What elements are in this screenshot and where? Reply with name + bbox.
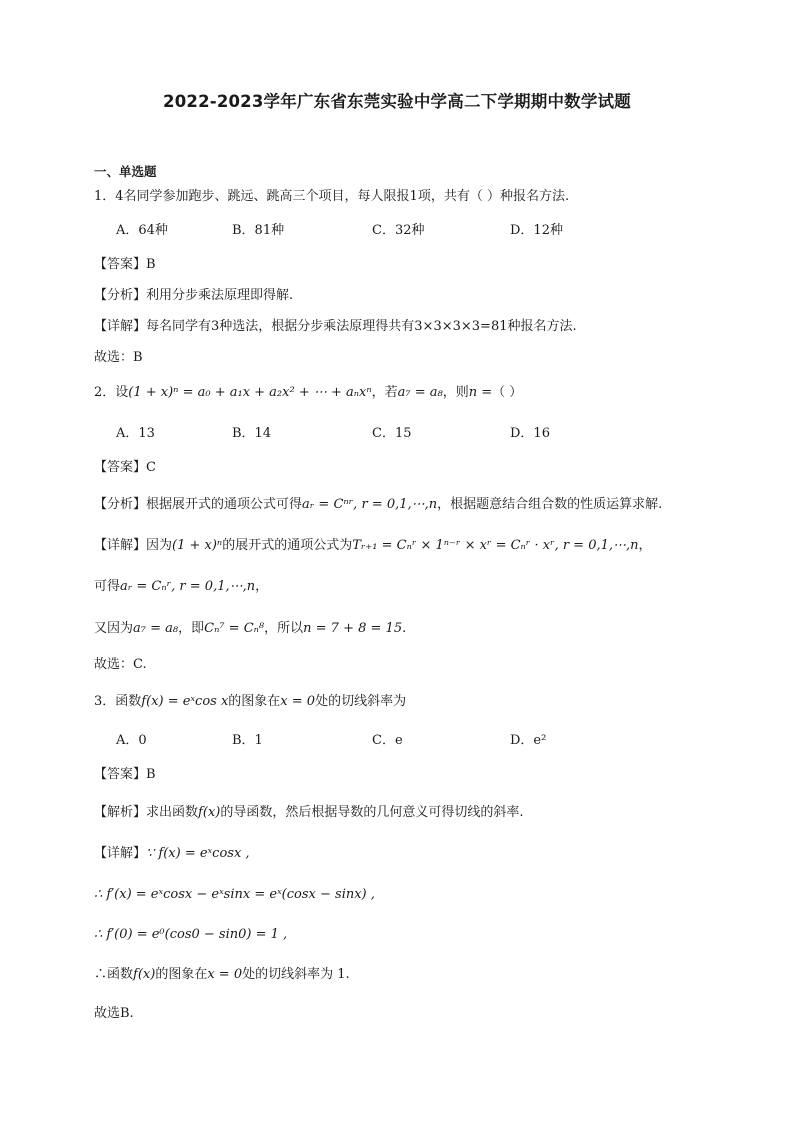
q2-answer-value: C: [146, 460, 156, 475]
q3-stem-post: 处的切线斜率为: [315, 694, 407, 709]
q2-cond-text: ，若: [371, 385, 398, 400]
q3-option-c: C．e: [372, 733, 403, 748]
q3-step-1: [94, 886, 375, 904]
q3-detail: [94, 845, 250, 863]
q2-detail: [94, 537, 652, 555]
q3-step-2: [94, 926, 287, 944]
q3-final-mid: 的图象在: [155, 967, 208, 982]
q2-conclusion: 故选：C.: [94, 657, 147, 672]
q2-line3-formula-2: Cₙ⁷ = Cₙ⁸: [204, 621, 265, 636]
q1-conclusion: 故选：B: [94, 350, 143, 365]
q3-x-formula: x = 0: [280, 694, 316, 709]
q2-line3-mid-2: ，所以: [264, 621, 304, 636]
q2-option-c: C．15: [372, 426, 412, 441]
q2-line2-formula: aᵣ = Cₙʳ, r = 0,1,⋯,n: [120, 579, 256, 594]
section-heading: 一、单选题: [94, 164, 157, 179]
answer-label: 【答案】: [94, 767, 147, 782]
q2-blank: （ ）: [492, 385, 523, 400]
q3-derivative-formula: ∴ f′(x) = eˣcosx − eˣsinx = eˣ(cosx − sinx) ,: [94, 887, 375, 902]
q2-line3-mid-1: ，即: [178, 621, 205, 636]
q2-analysis-pre: 根据展开式的通项公式可得: [146, 497, 303, 512]
q3-answer: [94, 766, 156, 784]
answer-label: 【答案】: [94, 257, 147, 272]
q3-stem-pre: 3．函数: [94, 694, 142, 709]
q3-analysis-formula: f(x): [198, 805, 221, 820]
q1-answer-value: B: [146, 257, 156, 272]
page-title: 2022-2023学年广东省东莞实验中学高二下学期期中数学试题: [163, 92, 631, 111]
q2-number: 2．设: [94, 385, 129, 400]
detail-label: 【详解】: [94, 538, 147, 553]
q1-option-a: A．64种: [116, 223, 168, 238]
q3-stem: [94, 693, 406, 711]
analysis-label: 【分析】: [94, 288, 147, 303]
q3-final-formula-1: f(x): [133, 967, 156, 982]
q2-option-d: D．16: [510, 426, 550, 441]
q3-final-formula-2: x = 0: [207, 967, 243, 982]
analysis-label: 【分析】: [94, 497, 147, 512]
q3-stem-mid: 的图象在: [228, 694, 281, 709]
q1-option-b: B．81种: [232, 223, 285, 238]
q1-stem: 1．4名同学参加跑步、跳远、跳高三个项目，每人限报1项，共有（ ）种报名方法.: [94, 189, 570, 204]
q3-final-pre: ∴函数: [94, 967, 134, 982]
q3-derivative-at-zero-formula: ∴ f′(0) = e⁰(cos0 − sin0) = 1 ,: [94, 927, 288, 942]
q2-analysis-formula: aᵣ = Cⁿʳ, r = 0,1,⋯,n: [302, 497, 438, 512]
q2-option-a: A．13: [116, 426, 155, 441]
q2-detail-formula-2: Tᵣ₊₁ = Cₙʳ × 1ⁿ⁻ʳ × xʳ = Cₙʳ · xʳ, r = 0,1,⋯,n: [352, 538, 639, 553]
analysis-label: 【解析】: [94, 805, 147, 820]
q2-detail-post: ，: [638, 538, 652, 553]
q2-line3-formula-1: a₇ = a₈: [133, 621, 179, 636]
q3-detail-formula: ∵ f(x) = eˣcosx ,: [146, 846, 250, 861]
q2-detail-mid: 的展开式的通项公式为: [222, 538, 353, 553]
q2-line-3: [94, 620, 406, 638]
q2-line2-post: ，: [255, 579, 269, 594]
q3-option-d: D．e²: [510, 733, 547, 748]
q1-answer: [94, 256, 156, 274]
q3-analysis-pre: 求出函数: [146, 805, 199, 820]
q2-line3-pre: 又因为: [94, 621, 134, 636]
q1-detail-text: 每名同学有3种选法，根据分步乘法原理得共有3×3×3×3=81种报名方法.: [146, 319, 577, 334]
q3-answer-value: B: [146, 767, 156, 782]
q2-answer: [94, 459, 156, 477]
q1-detail: [94, 318, 577, 336]
q1-option-d: D．12种: [510, 223, 563, 238]
q2-stem: [94, 384, 522, 402]
q2-n-formula: n =: [468, 385, 493, 400]
q2-line3-post: .: [402, 621, 407, 636]
q2-detail-formula-1: (1 + x)ⁿ: [172, 538, 223, 553]
q1-analysis-text: 利用分步乘法原理即得解.: [146, 288, 294, 303]
q2-analysis: [94, 496, 662, 514]
q3-function-formula: f(x) = eˣcos x: [141, 694, 229, 709]
q2-line-2: [94, 578, 268, 596]
q3-final: [94, 966, 350, 984]
q2-line3-formula-3: n = 7 + 8 = 15: [303, 621, 403, 636]
q2-analysis-post: ，根据题意结合组合数的性质运算求解.: [437, 497, 663, 512]
q2-line2-pre: 可得: [94, 579, 121, 594]
q3-option-b: B．1: [232, 733, 263, 748]
q3-final-post: 处的切线斜率为 1.: [242, 967, 350, 982]
q2-expansion-formula: (1 + x)ⁿ = a₀ + a₁x + a₂x² + ⋯ + aₙxⁿ: [128, 385, 372, 400]
q1-option-c: C．32种: [372, 223, 425, 238]
q2-cond-formula: a₇ = a₈: [397, 385, 443, 400]
q3-conclusion: 故选B.: [94, 1006, 134, 1021]
q2-then-text: ，则: [442, 385, 469, 400]
q1-analysis: [94, 287, 293, 305]
answer-label: 【答案】: [94, 460, 147, 475]
q2-detail-pre: 因为: [146, 538, 173, 553]
q2-option-b: B．14: [232, 426, 272, 441]
q3-analysis-post: 的导函数，然后根据导数的几何意义可得切线的斜率.: [220, 805, 524, 820]
q3-analysis: [94, 804, 523, 822]
q3-option-a: A．0: [116, 733, 147, 748]
detail-label: 【详解】: [94, 319, 147, 334]
detail-label: 【详解】: [94, 846, 147, 861]
